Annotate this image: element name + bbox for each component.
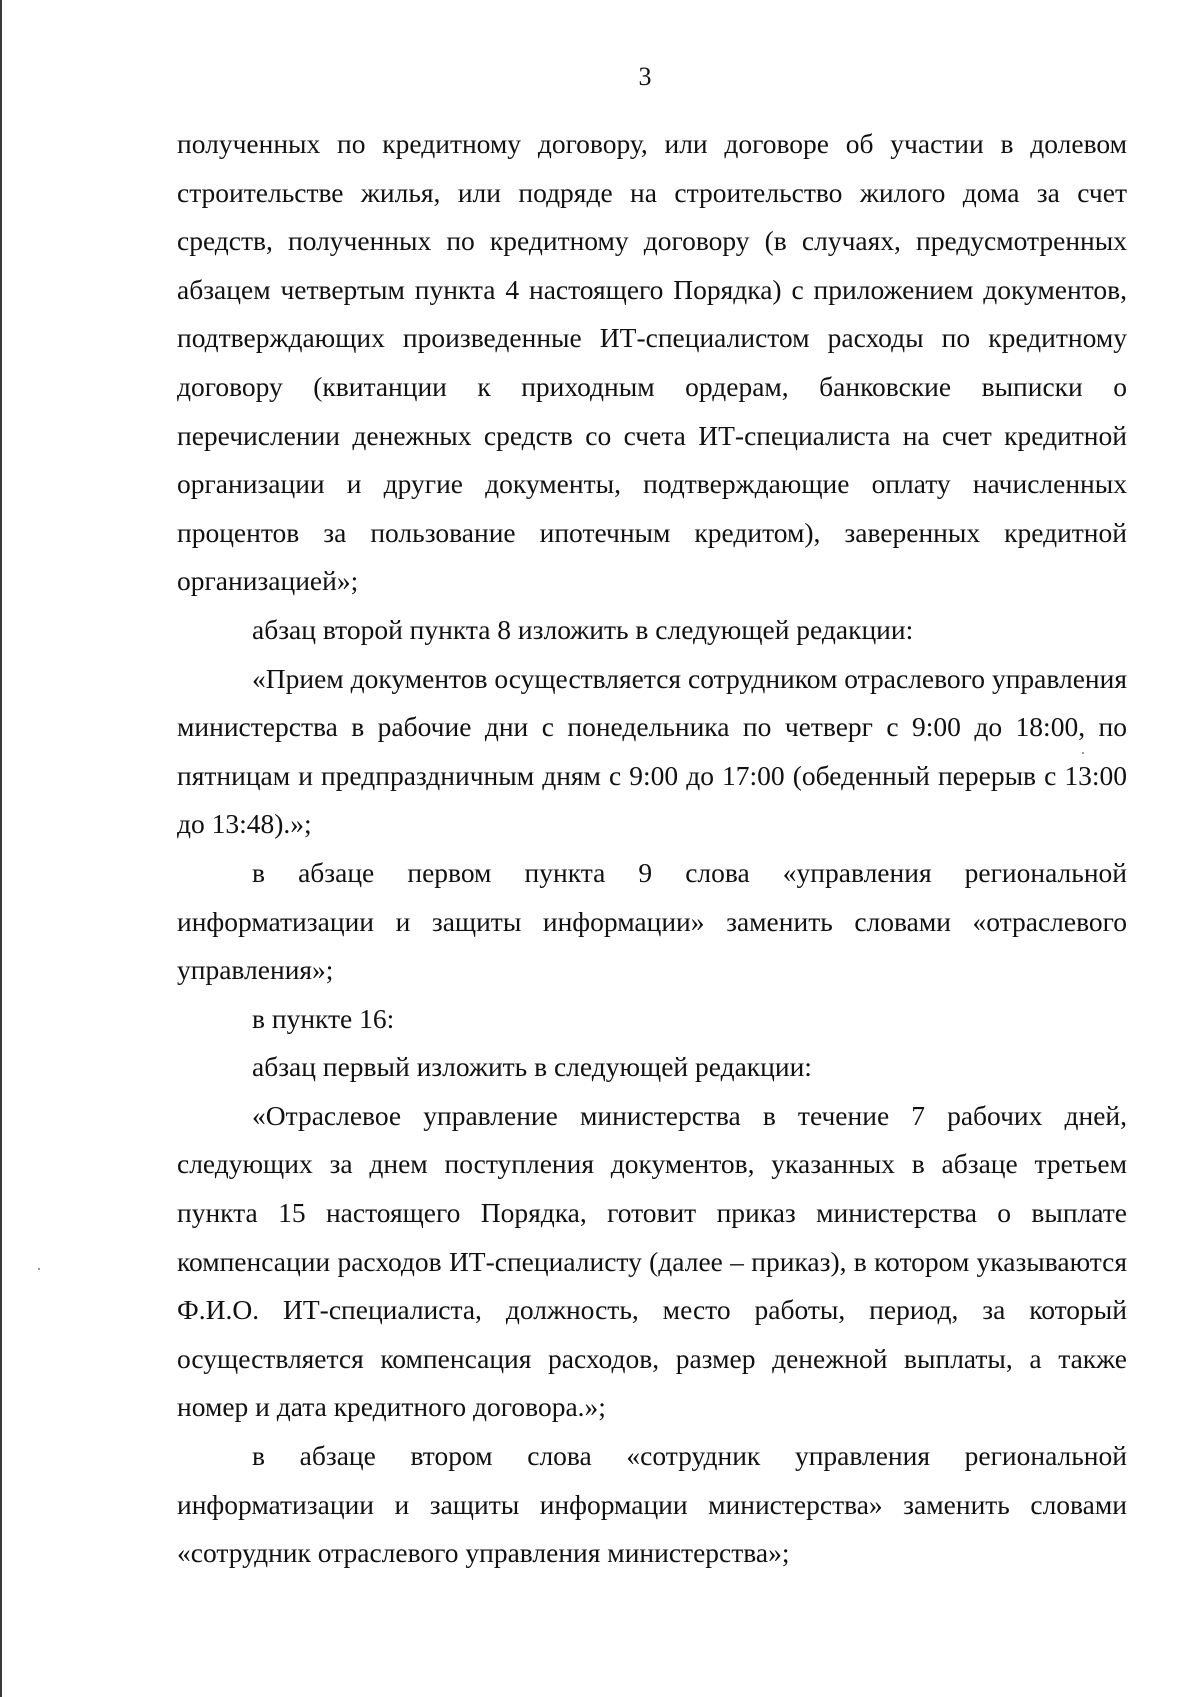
paragraph-clause-16-first: абзац первый изложить в следующей редакции: bbox=[252, 1051, 812, 1083]
paragraph-continuation: полученных по кредитному договору, или договоре об участии в долевом строительстве жилья, или подряде на строительство жилого дома за счет средств, полученных по кредитному договору (в случаях, предусмотренных абзацем четвертым пункта 4 настоящего Порядка) с приложением документов, подтверждающих произведенные ИТ-специалистом расходы по кредитному договору (квитанции к приходным ордерам, банковские выписки о перечислении денежных средств со счета ИТ-специалиста на счет кредитной организации и другие документы, подтверждающие оплату начисленных процентов за пользование ипотечным кредитом), заверенных кредитной организацией»; bbox=[177, 128, 1127, 597]
paragraph-clause-16-heading: в пункте 16: bbox=[252, 1002, 395, 1034]
scan-left-edge bbox=[0, 0, 2, 1697]
paragraph-reception-hours: «Прием документов осуществляется сотрудником отраслевого управления министерства в рабочие дни с понедельника по четверг с 9:00 до 18:00, по пятницам и предпраздничным дням с 9:00 до 17:00 (обеденный перерыв с 13:00 до 13:48).»; bbox=[177, 662, 1127, 840]
scan-speck bbox=[38, 1268, 40, 1270]
scan-speck bbox=[1082, 752, 1084, 754]
paragraph-amend-clause-9: в абзаце первом пункта 9 слова «управления региональной информатизации и защиты информации» заменить словами «отраслевого управления»; bbox=[177, 856, 1127, 986]
page-number: 3 bbox=[638, 62, 652, 91]
document-body bbox=[177, 120, 1127, 1578]
paragraph-amend-clause-8: абзац второй пункта 8 изложить в следующей редакции: bbox=[252, 613, 914, 645]
paragraph-order-text: «Отраслевое управление министерства в течение 7 рабочих дней, следующих за днем поступления документов, указанных в абзаце третьем пункта 15 настоящего Порядка, готовит приказ министерства о выплате компенсации расходов ИТ-специалисту (далее – приказ), в котором указываются Ф.И.О. ИТ-специалиста, должность, место работы, период, за который осуществляется компенсация расходов, размер денежной выплаты, а также номер и дата кредитного договора.»; bbox=[177, 1099, 1127, 1423]
paragraph-clause-16-second: в абзаце втором слова «сотрудник управления региональной информатизации и защиты информации министерства» заменить словами «сотрудник отраслевого управления министерства»; bbox=[177, 1440, 1127, 1569]
